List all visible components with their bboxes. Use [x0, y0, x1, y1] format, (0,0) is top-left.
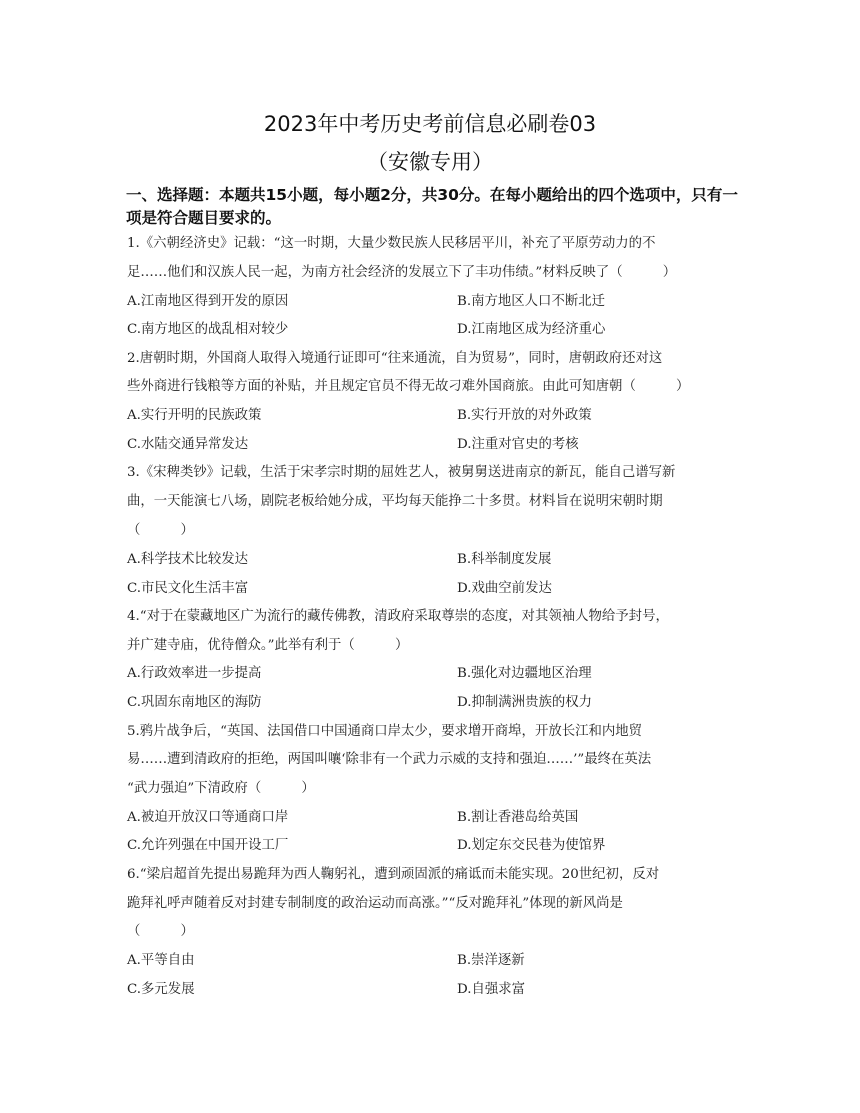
question-2-line-1: 2.唐朝时期，外国商人取得入境通行证即可“往来通流，自为贸易”，同时，唐朝政府还对这	[127, 351, 663, 366]
exam-title: 2023年中考历史考前信息必刷卷03	[263, 112, 597, 136]
question-5-option-a: A.被迫开放汉口等通商口岸	[127, 810, 289, 825]
question-2-option-c: C.水陆交通异常发达	[127, 437, 249, 452]
question-4-option-a: A.行政效率进一步提高	[127, 666, 262, 681]
question-5-option-b: B.割让香港岛给英国	[457, 810, 579, 825]
question-6-line-3: （ ）	[127, 924, 194, 939]
question-6-line-2: 跪拜礼呼声随着反对封建专制制度的政治运动而高涨。”“反对跪拜礼”体现的新风尚是	[127, 896, 623, 911]
section-heading: 一、选择题：本题共15小题，每小题2分，共30分。在每小题给出的四个选项中，只有一项是符合题目要求的。	[126, 186, 738, 227]
question-5-option-d: D.划定东交民巷为使馆界	[457, 838, 606, 853]
question-5-line-1: 5.鸦片战争后，“英国、法国借口中国通商口岸太少，要求增开商埠，开放长江和内地贸	[127, 724, 643, 739]
question-5-option-c: C.允许列强在中国开设工厂	[127, 838, 289, 853]
question-3-line-2: 曲，一天能演七八场，剧院老板给她分成，平均每天能挣二十多贯。材料旨在说明宋朝时期	[127, 494, 663, 509]
question-4-option-b: B.强化对边疆地区治理	[457, 666, 592, 681]
question-1-line-2: 足……他们和汉族人民一起，为南方社会经济的发展立下了丰功伟绩。”材料反映了（ ）	[127, 265, 677, 280]
question-3-line-1: 3.《宋稗类钞》记载，生活于宋孝宗时期的屈姓艺人，被舅舅送进南京的新瓦，能自己谱写新	[127, 465, 676, 480]
question-6-option-a: A.平等自由	[127, 953, 195, 968]
question-1-option-a: A.江南地区得到开发的原因	[127, 294, 289, 309]
question-2-option-d: D.注重对官史的考核	[457, 437, 579, 452]
question-2-option-a: A.实行开明的民族政策	[127, 408, 262, 423]
question-3-option-a: A.科学技术比较发达	[127, 552, 249, 567]
question-3-option-d: D.戏曲空前发达	[457, 581, 552, 596]
question-3-option-c: C.市民文化生活丰富	[127, 581, 249, 596]
question-1-option-b: B.南方地区人口不断北迁	[457, 294, 606, 309]
question-5-line-2: 易……遭到清政府的拒绝，两国叫嚷‘除非有一个武力示威的支持和强迫……’”最终在英法	[127, 752, 652, 767]
question-2-line-2: 些外商进行钱粮等方面的补贴，并且规定官员不得无故刁难外国商旅。由此可知唐朝（ ）	[127, 379, 690, 394]
question-1-line-1: 1.《六朝经济史》记载：“这一时期，大量少数民族人民移居平川，补充了平原劳动力的不	[127, 236, 656, 251]
question-4-option-d: D.抑制满洲贵族的权力	[457, 695, 593, 710]
question-6-option-c: C.多元发展	[127, 982, 195, 997]
question-1-option-c: C.南方地区的战乱相对较少	[127, 322, 289, 337]
question-3-line-3: （ ）	[127, 523, 194, 538]
question-6-option-d: D.自强求富	[457, 982, 526, 997]
question-3-option-b: B.科举制度发展	[457, 552, 552, 567]
question-6-option-b: B.崇洋逐新	[457, 953, 525, 968]
question-5-line-3: “武力强迫”下清政府（ ）	[127, 781, 315, 796]
question-4-line-2: 并广建寺庙，优待僧众。”此举有利于（ ）	[127, 638, 409, 653]
question-4-option-c: C.巩固东南地区的海防	[127, 695, 262, 710]
question-4-line-1: 4.“对于在蒙藏地区广为流行的藏传佛教，清政府采取尊崇的态度，对其领袖人物给予封号，	[127, 609, 669, 624]
exam-subtitle: （安徽专用）	[367, 150, 493, 174]
question-6-line-1: 6.“梁启超首先提出易跪拜为西人鞠躬礼，遭到顽固派的痛诋而未能实现。20世纪初，反对	[127, 867, 660, 882]
question-2-option-b: B.实行开放的对外政策	[457, 408, 592, 423]
question-1-option-d: D.江南地区成为经济重心	[457, 322, 606, 337]
